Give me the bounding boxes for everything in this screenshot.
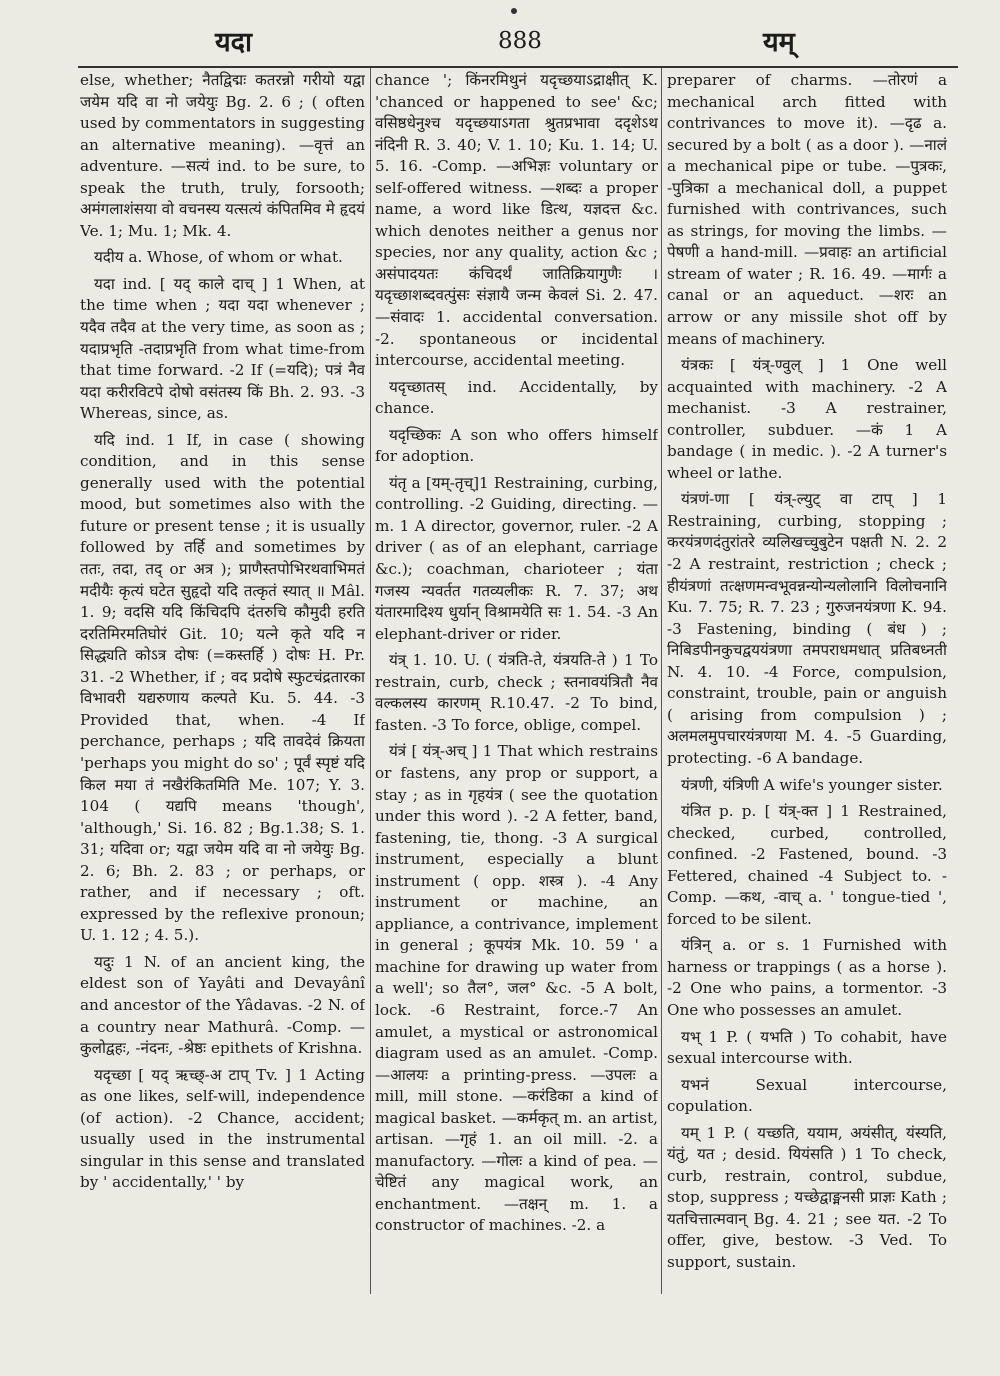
entry: यंतृ a [यम्-तृच्]1 Restraining, curbing, controlling. -2 Guiding, directing. —m. 1 A director, governor, ruler. -2 A driver ( as of an elephant, carriage &c.); coachman, charioteer ; यंता गजस्य न्यवर्तत गतव्यलीकः R. 7. 37; अथ यंतारमादिश्य धुर्यान् विश्रामयेति सः 1. 54. -3 An elephant-driver or rider.	[375, 473, 658, 643]
entry: यंत्रणी, यंत्रिणी A wife's younger sister.	[681, 775, 943, 794]
entry: यदृच्छा [ यद् ऋच्छ्-अ टाप् Tv. ] 1 Acting as one likes, self-will, independence (of action). -2 Chance, accident; usually used in the instrumental singular in this sense and translated by ' accidentally,' ' by	[80, 1065, 365, 1192]
header-rule	[78, 66, 958, 68]
entry: यंत्रिन् a. or s. 1 Furnished with harness or trappings ( as a horse ). -2 One who pains, a tormentor. -3 One who possesses an amulet.	[667, 936, 947, 1019]
entry: यंत्र् 1. 10. U. ( यंत्रति-ते, यंत्रयति-ते ) 1 To restrain, curb, check ; स्तनावयंत्रितौ नैव वल्कलस्य कारणम् R.10.47. -2 To bind, fasten. -3 To force, oblige, compel.	[375, 651, 658, 734]
header-left-word: यदा	[215, 27, 252, 58]
entry: यभनं Sexual intercourse, copulation.	[667, 1075, 947, 1116]
page-number: 888	[498, 28, 542, 54]
column-3	[667, 70, 947, 1290]
column-divider	[370, 68, 371, 1294]
entry: यंत्रित p. p. [ यंत्र्-क्त ] 1 Restrained, checked, curbed, controlled, confined. -2 Fastened, bound. -3 Fettered, chained -4 Subject to. -Comp. —कथ, -वाच् a. ' tongue-tied ', forced to be silent.	[667, 802, 947, 928]
column-2	[375, 70, 658, 1290]
entry: preparer of charms. —तोरणं a mechanical arch fitted with contrivances to move it). —दृढ a. secured by a bolt ( as a door ). —नालं a mechanical pipe or tube. —पुत्रकः, -पुत्रिका a mechanical doll, a puppet furnished with contrivances, such as strings, for moving the limbs. —पेषणी a hand-mill. —प्रवाहः an artificial stream of water ; R. 16. 49. —मार्गः a canal or an aqueduct. —शरः an arrow or any missile shot off by means of machinery.	[667, 71, 947, 348]
column-1	[80, 70, 365, 1290]
entry: यंत्रणं-णा [ यंत्र्-ल्युट् वा टाप् ] 1 Restraining, curbing, stopping ; करयंत्रणदंतुरांतरे व्यलिखच्चुबुटेन पक्षती N. 2. 2 -2 A restraint, restriction ; check ; हीयंत्रणां तत्क्षणमन्वभूवन्नन्योन्यलोलानि विलोचनानि Ku. 7. 75; R. 7. 23 ; गुरुजनयंत्रणा K. 94. -3 Fastening, binding ( बंध ) ; निबिडपीनकुचद्वययंत्रणा तमपराधमधात् प्रतिबध्नती N. 4. 10. -4 Force, compulsion, constraint, trouble, pain or anguish ( arising from compulsion ) ; अलमलमुपचारयंत्रणया M. 4. -5 Guarding, protecting. -6 A bandage.	[667, 490, 947, 767]
entry: यदा ind. [ यद् काले दाच् ] 1 When, at the time when ; यदा यदा whenever ; यदैव तदैव at the very time, as soon as ; यदाप्रभृति -तदाप्रभृति from what time-from that time forward. -2 If (=यदि); पत्रं नैव यदा करीरविटपे दोषो वसंतस्य किं Bh. 2. 93. -3 Whereas, since, as.	[80, 274, 365, 423]
entry: यदि ind. 1 If, in case ( showing condition, and in this sense generally used with the potential mood, but sometimes also with the future or present tense ; it is usually followed by तर्हि and sometimes by ततः, तदा, तद् or अत्र ); प्राणैस्तपोभिरथवाभिमतं मदीयैः कृत्यं घटेत सुहृदो यदि तत्कृतं स्यात् ॥ Mâl. 1. 9; वदसि यदि किंचिदपि दंतरुचि कौमुदी हरति दरतिमिरमतिघोरं Git. 10; यत्ने कृते यदि न सिद्ध्यति कोऽत्र दोषः (=कस्तर्हि ) दोषः H. Pr. 31. -2 Whether, if ; वद प्रदोषे स्फुटचंद्रतारका विभावरी यद्यरुणाय कल्पते Ku. 5. 44. -3 Provided that, when. -4 If perchance, perhaps ; यदि तावदेवं क्रियता 'perhaps you might do so' ; पूर्वं स्पृष्टं यदि किल मया तं नखैरंकितमिति Me. 107; Y. 3. 104 ( यद्यपि means 'though', 'although,' Si. 16. 82 ; Bg.1.38; S. 1. 31; यदिवा or; यद्वा जयेम यदि वा नो जयेयुः Bg. 2. 6; Bh. 2. 83 ; or perhaps, or rather, and if necessary ; oft. expressed by the reflexive pronoun; U. 1. 12 ; 4. 5.).	[80, 430, 365, 945]
entry: यदृच्छातस् ind. Accidentally, by chance.	[375, 377, 658, 418]
entry: यदुः 1 N. of an ancient king, the eldest son of Yayâti and Devayânî and ancestor of the Yâdavas. -2 N. of a country near Mathurâ. -Comp. —कुलोद्वहः, -नंदनः, -श्रेष्ठः epithets of Krishna.	[80, 952, 365, 1058]
entry: यदीय a. Whose, of whom or what.	[94, 248, 343, 267]
entry: यदृच्छिकः A son who offers himself for adoption.	[375, 425, 658, 466]
ink-dot	[511, 8, 517, 14]
entry: else, whether; नैतद्विद्मः कतरन्नो गरीयो यद्वा जयेम यदि वा नो जयेयुः Bg. 2. 6 ; ( often used by commentators in suggesting an alternative meaning). —वृत्तं an adventure. —सत्यं ind. to be sure, to speak the truth, truly, forsooth; अमंगलाशंसया वो वचनस्य यत्सत्यं कंपितमिव मे हृदयं Ve. 1; Mu. 1; Mk. 4.	[80, 71, 365, 240]
entry: यभ् 1 P. ( यभति ) To cohabit, have sexual intercourse with.	[667, 1027, 947, 1068]
entry: chance '; किंनरमिथुनं यदृच्छयाऽद्राक्षीत् K. 'chanced or happened to see' &c; वसिष्ठधेनुश्च यदृच्छयाऽगता श्रुतप्रभावा ददृशेऽथ नंदिनी R. 3. 40; V. 1. 10; Ku. 1. 14; U. 5. 16. -Comp. —अभिज्ञः voluntary or self-offered witness. —शब्दः a proper name, a word like डित्थ, यज्ञदत्त &c. which denotes neither a genus nor species, nor any quality, action &c ; असंपादयतः कंचिदर्थं जातिक्रियागुणैः । यदृच्छाशब्दवत्पुंसः संज्ञायै जन्म केवलं Si. 2. 47. —संवादः 1. accidental conversation. -2. spontaneous or incidental intercourse, accidental meeting.	[375, 71, 658, 370]
entry: यंत्रकः [ यंत्र्-ण्वुल् ] 1 One well acquainted with machinery. -2 A mechanist. -3 A restrainer, controller, subduer. —कं 1 A bandage ( in medic. ). -2 A turner's wheel or lathe.	[667, 356, 947, 482]
entry: यंत्रं [ यंत्र्-अच् ] 1 That which restrains or fastens, any prop or support, a stay ; as in गृहयंत्र ( see the quotation under this word ). -2 A fetter, band, fastening, tie, thong. -3 A surgical instrument, especially a blunt instrument ( opp. शस्त्र ). -4 Any instrument or machine, an appliance, a contrivance, implement in general ; कूपयंत्र Mk. 10. 59 ' a machine for drawing up water from a well'; so तैल°, जल° &c. -5 A bolt, lock. -6 Restraint, force.-7 An amulet, a mystical or astronomical diagram used as an amulet. -Comp. —आलयः a printing-press. —उपलः a mill, mill stone. —करंडिका a kind of magical basket. —कर्मकृत् m. an artist, artisan. —गृहं 1. an oil mill. -2. a manufactory. —गोलः a kind of pea. —चेष्टितं any magical work, an enchantment. —तक्षन् m. 1. a constructor of machines. -2. a	[375, 742, 658, 1235]
entry: यम् 1 P. ( यच्छति, ययाम, अयंसीत्, यंस्यति, यंतुं, यत ; desid. यियंसति ) 1 To check, curb, restrain, control, subdue, stop, suppress ; यच्छेद्वाङ्मनसी प्राज्ञः Kath ; यतचित्तात्मवान् Bg. 4. 21 ; see यत. -2 To offer, give, bestow. -3 Ved. To support, sustain.	[667, 1123, 947, 1271]
header-right-word: यम्	[763, 27, 795, 58]
column-divider	[661, 68, 662, 1294]
